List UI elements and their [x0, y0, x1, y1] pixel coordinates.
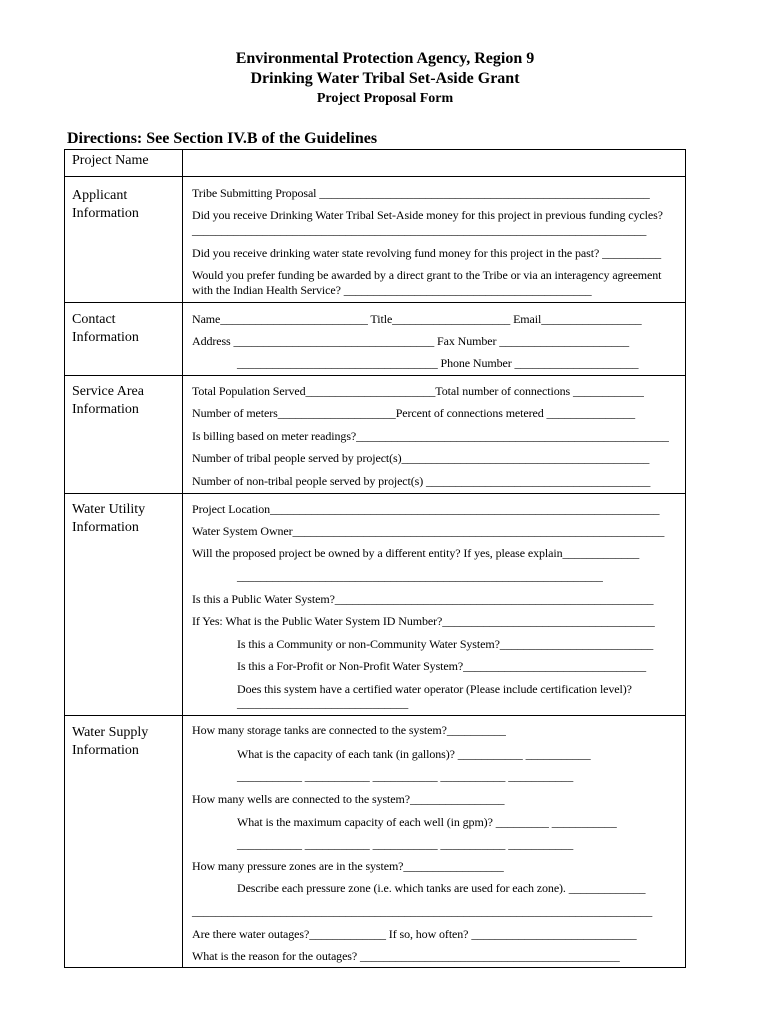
applicant-line: Would you prefer funding be awarded by a direct grant to the Tribe or via an interagency agreement	[192, 268, 662, 282]
applicant-line[interactable]: Did you receive drinking water state revolving fund money for this project in the past? __________	[192, 246, 662, 260]
applicant-line[interactable]: with the Indian Health Service? __________________________________________	[192, 283, 592, 297]
water-utility-line[interactable]: _____________________________	[237, 696, 409, 710]
applicant-label-line1: Applicant	[72, 188, 128, 203]
water-supply-line[interactable]: Describe each pressure zone (i.e. which tanks are used for each zone). _____________	[237, 881, 646, 895]
row-divider	[65, 302, 685, 303]
contact-label-line1: Contact	[72, 312, 116, 327]
service-area-line[interactable]: Number of tribal people served by project(s)__________________________________________	[192, 451, 650, 465]
water-utility-line[interactable]: Water System Owner_______________________________________________________________	[192, 524, 665, 538]
water-utility-label-line1: Water Utility	[72, 502, 146, 517]
water-utility-label-line2: Information	[72, 520, 139, 535]
water-utility-line[interactable]: Is this a Community or non-Community Water System?__________________________	[237, 637, 654, 651]
applicant-line[interactable]: Tribe Submitting Proposal ________________________________________________________	[192, 186, 650, 200]
service-area-line[interactable]: Number of meters____________________Percent of connections metered _______________	[192, 406, 636, 420]
contact-info-label	[72, 311, 139, 347]
service-area-line[interactable]: Total Population Served______________________Total number of connections ____________	[192, 384, 644, 398]
water-utility-line[interactable]: Is this a For-Profit or Non-Profit Water System?_______________________________	[237, 659, 646, 673]
project-name-label: Project Name	[72, 153, 149, 168]
applicant-line: Did you receive Drinking Water Tribal Set-Aside money for this project in previous funding cycles?	[192, 208, 663, 222]
service-area-label-line1: Service Area	[72, 384, 144, 399]
column-divider	[182, 150, 183, 967]
water-supply-info-label	[72, 724, 148, 760]
water-utility-line[interactable]: Is this a Public Water System?______________________________________________________	[192, 592, 654, 606]
service-area-label-line2: Information	[72, 402, 139, 417]
water-supply-label-line1: Water Supply	[72, 725, 149, 740]
proposal-form-table	[64, 149, 686, 968]
service-area-info-label	[72, 383, 144, 419]
row-divider	[65, 493, 685, 494]
water-utility-line[interactable]: If Yes: What is the Public Water System ID Number?____________________________________	[192, 614, 655, 628]
water-utility-line[interactable]: Will the proposed project be owned by a different entity? If yes, please explain_____________	[192, 546, 640, 560]
water-supply-line[interactable]: ___________ ___________ ___________ ___________ ___________	[237, 769, 574, 783]
directions-heading: Directions: See Section IV.B of the Guidelines	[67, 130, 378, 147]
water-supply-line[interactable]: How many pressure zones are in the system?_________________	[192, 859, 504, 873]
contact-line[interactable]: Address __________________________________ Fax Number ______________________	[192, 334, 630, 348]
water-supply-line[interactable]: How many storage tanks are connected to the system?__________	[192, 723, 506, 737]
water-supply-line[interactable]: How many wells are connected to the system?________________	[192, 792, 505, 806]
contact-label-line2: Information	[72, 330, 139, 345]
service-area-line[interactable]: Number of non-tribal people served by project(s) ______________________________________	[192, 474, 651, 488]
water-utility-line: Does this system have a certified water operator (Please include certification level)?	[237, 682, 632, 696]
form-title-grant: Drinking Water Tribal Set-Aside Grant	[250, 70, 520, 87]
applicant-info-label	[72, 187, 139, 223]
row-divider	[65, 176, 685, 177]
water-supply-line[interactable]: ___________ ___________ ___________ ___________ ___________	[237, 837, 574, 851]
water-supply-line[interactable]: Are there water outages?_____________ If so, how often? ____________________________	[192, 927, 637, 941]
contact-line[interactable]: Name_________________________ Title____________________ Email_________________	[192, 312, 642, 326]
water-supply-line[interactable]: ______________________________________________________________________________	[192, 904, 653, 918]
row-divider	[65, 715, 685, 716]
water-supply-line[interactable]: What is the reason for the outages? ____________________________________________	[192, 949, 620, 963]
contact-line[interactable]: __________________________________ Phone Number _____________________	[237, 356, 639, 370]
water-supply-line[interactable]: What is the capacity of each tank (in gallons)? ___________ ___________	[237, 747, 591, 761]
form-title-agency: Environmental Protection Agency, Region 9	[235, 50, 535, 67]
form-title-proposal: Project Proposal Form	[316, 91, 454, 106]
water-utility-info-label	[72, 501, 145, 537]
water-utility-line[interactable]: Project Location__________________________________________________________________	[192, 502, 660, 516]
applicant-label-line2: Information	[72, 206, 139, 221]
water-supply-label-line2: Information	[72, 743, 139, 758]
water-supply-line[interactable]: What is the maximum capacity of each well (in gpm)? _________ ___________	[237, 815, 617, 829]
applicant-line[interactable]: _____________________________________________________________________________	[192, 223, 647, 237]
service-area-line[interactable]: Is billing based on meter readings?_____________________________________________________	[192, 429, 669, 443]
row-divider	[65, 375, 685, 376]
water-utility-line[interactable]: ______________________________________________________________	[237, 569, 603, 583]
